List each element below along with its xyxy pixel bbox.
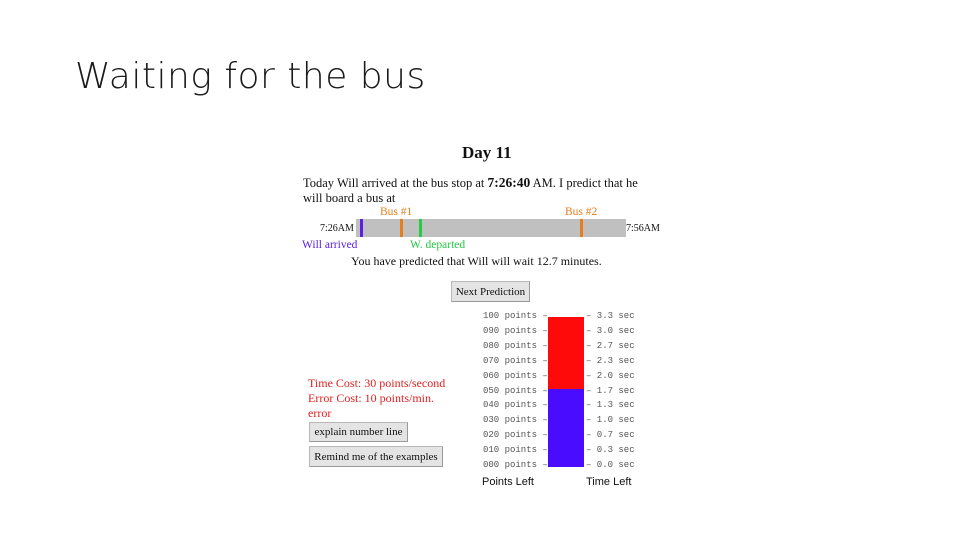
prediction-text [303, 175, 638, 206]
points-scale-label: 080 points – [483, 340, 548, 351]
time-left-label: Time Left [586, 476, 632, 488]
points-scale-label: 000 points – [483, 460, 548, 470]
time-scale-label: – 1.0 sec [586, 415, 635, 426]
points-scale-label: 030 points – [483, 415, 548, 426]
will-arrived-marker [360, 219, 363, 237]
points-scale-label: 050 points – [483, 385, 548, 396]
time-scale-label: – 2.0 sec [586, 370, 635, 381]
time-scale-label: – 0.0 sec [586, 460, 635, 470]
bus1-label: Bus #1 [380, 206, 413, 218]
points-scale-label: 040 points – [483, 400, 548, 411]
time-scale-label: – 2.3 sec [586, 355, 635, 366]
prediction-suffix: AM. I predict that he [530, 176, 638, 190]
will-arrived-label: Will arrived [302, 239, 358, 251]
departed-label: W. departed [410, 239, 466, 251]
points-bar-lower [548, 389, 584, 467]
time-scale-label: – 0.3 sec [586, 445, 635, 456]
points-scale-label: 090 points – [483, 325, 548, 336]
points-left-label: Points Left [482, 476, 534, 488]
day-title: Day 11 [462, 143, 512, 162]
bus1-marker [400, 219, 403, 237]
points-scale-label: 070 points – [483, 355, 548, 366]
time-scale-label: – 0.7 sec [586, 430, 635, 441]
slide-title: Waiting for the bus [75, 56, 426, 97]
bus2-marker [580, 219, 583, 237]
cost-text [308, 376, 445, 421]
timeline-track[interactable] [356, 219, 626, 237]
prediction-prefix: Today Will arrived at the bus stop at [303, 176, 488, 190]
time-scale-label: – 3.3 sec [586, 311, 635, 321]
time-cost: Time Cost: 30 points/second [308, 376, 446, 390]
departed-marker [419, 219, 422, 237]
time-scale-label: – 2.7 sec [586, 340, 635, 351]
arrival-time: 7:26:40 [487, 175, 531, 190]
points-scale-label: 060 points – [483, 370, 548, 381]
points-bar-upper [548, 317, 584, 389]
points-scale-label: 020 points – [483, 430, 548, 441]
prediction-line2: will board a bus at [303, 191, 396, 205]
points-scale-label: 100 points – [483, 311, 548, 321]
time-scale-label: – 1.3 sec [586, 400, 635, 411]
points-scale-label: 010 points – [483, 445, 548, 456]
next-prediction-button[interactable]: Next Prediction [451, 281, 530, 302]
error-cost: Error Cost: 10 points/min. [308, 391, 434, 405]
timeline-start-label: 7:26AM [320, 223, 354, 234]
timeline-end-label: 7:56AM [626, 223, 660, 234]
time-scale-label: – 3.0 sec [586, 325, 635, 336]
remind-examples-button[interactable]: Remind me of the examples [309, 446, 443, 467]
time-scale-label: – 1.7 sec [586, 385, 635, 396]
bus2-label: Bus #2 [565, 206, 598, 218]
explain-number-line-button[interactable]: explain number line [309, 422, 408, 442]
error-cost-unit: error [308, 406, 332, 420]
wait-prediction-text: You have predicted that Will will wait 12.7 minutes. [351, 254, 602, 268]
